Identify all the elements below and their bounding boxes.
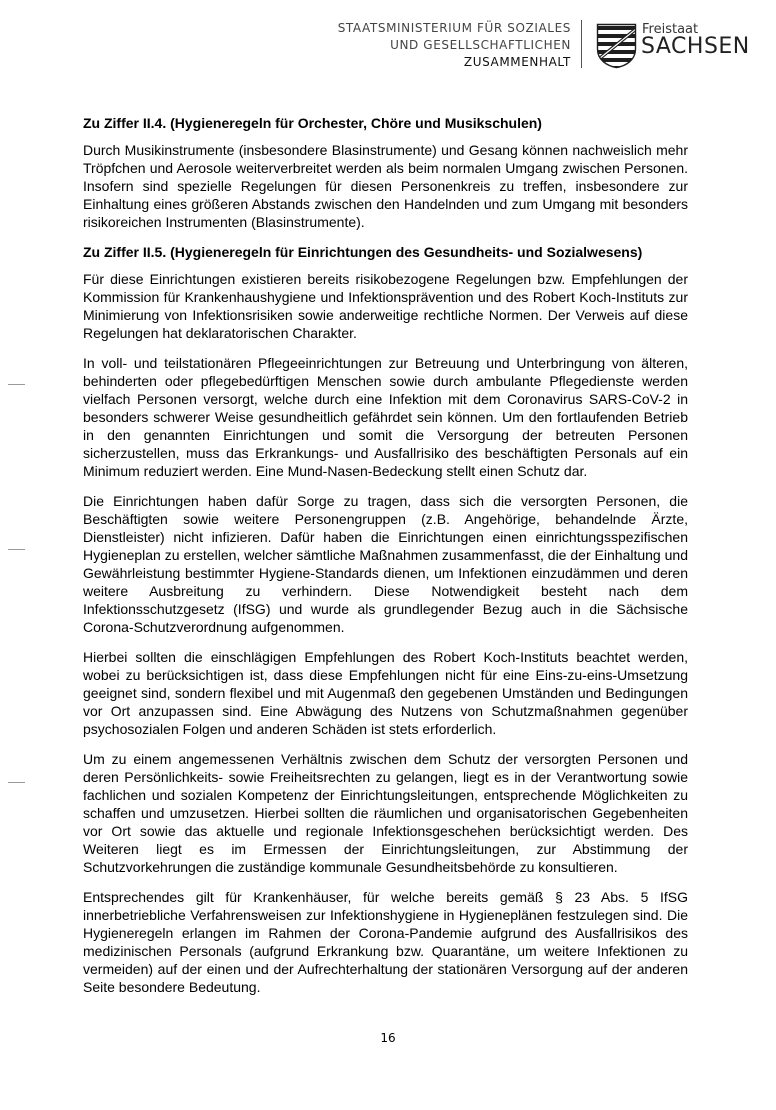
- document-body: [83, 114, 688, 1008]
- paragraph: Durch Musikinstrumente (insbesondere Blasinstrumente) und Gesang können nachweislich mehr Tröpfchen und Aerosole weiterverbreitet werden als beim normalen Umgang zwischen Personen. Insofern sind spezielle Regelungen für diesen Personenkreis zu treffen, insbesondere zur Einhaltung eines größeren Abstands zwischen den Handelnden und zum Umgang mit besonders risikoreichen Instrumenten (Blasinstrumente).: [83, 142, 688, 230]
- paragraph: In voll- und teilstationären Pflegeeinrichtungen zur Betreuung und Unterbringung von älteren, behinderten oder pflegebedürftigen Menschen sowie durch ambulante Pflegedienste werden vielfach Personen versorgt, welche durch eine Infektion mit dem Coronavirus SARS-CoV-2 in besonders schwerer Weise gesundheitlich gefährdet sein können. Um den fortlaufenden Betrieb in den genannten Einrichtungen und somit die Versorgung der betreuten Personen sicherzustellen, muss das Erkrankungs- und Ausfallrisiko des beschäftigten Personals auf ein Minimum reduziert werden. Eine Mund-Nasen-Bedeckung stellt einen Schutz dar.: [83, 355, 688, 479]
- margin-mark: [8, 549, 25, 550]
- ministry-name: [338, 20, 571, 71]
- ministry-line-3: ZUSAMMENHALT: [463, 55, 571, 69]
- page-number: 16: [380, 1031, 396, 1045]
- state-label-small: Freistaat: [642, 22, 699, 37]
- paragraph: Um zu einem angemessenen Verhältnis zwischen dem Schutz der versorgten Personen und deren Persönlichkeits- sowie Freiheitsrechten zu gelangen, liegt es in der Verantwortung sowie fachlichen und sozialen Kompetenz der Einrichtungsleitungen, entsprechende Möglichkeiten zu schaffen und umzusetzen. Hierbei sollten die räumlichen und organisatorischen Gegebenheiten vor Ort sowie das aktuelle und regionale Infektionsgeschehen berücksichtigt werden. Des Weiteren liegt es im Ermessen der Einrichtungsleitungen, zur Abstimmung der Schutzvorkehrungen die zuständige kommunale Gesundheitsbehörde zu konsultieren.: [83, 751, 688, 875]
- page-header: [0, 0, 776, 80]
- coat-of-arms-icon: [596, 23, 637, 69]
- section-heading: Zu Ziffer II.5. (Hygieneregeln für Einrichtungen des Gesundheits- und Sozialwesens): [83, 244, 643, 260]
- paragraph: Für diese Einrichtungen existieren bereits risikobezogene Regelungen bzw. Empfehlungen der Kommission für Krankenhaushygiene und Infektionsprävention und des Robert Koch-Instituts zur Minimierung von Infektionsrisiken sowie anderweitige rechtliche Normen. Der Verweis auf diese Regelungen hat deklaratorischen Charakter.: [83, 271, 688, 341]
- state-label-large: SACHSEN: [641, 34, 750, 59]
- ministry-line-1: STAATSMINISTERIUM FÜR SOZIALES: [337, 21, 571, 35]
- margin-mark: [8, 384, 25, 385]
- margin-mark: [8, 782, 25, 783]
- paragraph: Entsprechendes gilt für Krankenhäuser, für welche bereits gemäß § 23 Abs. 5 IfSG innerbetriebliche Verfahrensweisen zur Infektionshygiene in Hygieneplänen festzulegen sind. Die Hygieneregeln erlangen im Rahmen der Corona-Pandemie aufgrund des Ausfallrisikos des medizinischen Personals (aufgrund Erkrankung bzw. Quarantäne, um weitere Infektionen zu vermeiden) auf der einen und der Aufrechterhaltung der stationären Versorgung auf der anderen Seite besondere Bedeutung.: [83, 889, 688, 995]
- section-heading: Zu Ziffer II.4. (Hygieneregeln für Orchester, Chöre und Musikschulen): [83, 115, 542, 131]
- section-health-social-hygiene: [83, 243, 688, 996]
- ministry-line-2: UND GESELLSCHAFTLICHEN: [390, 38, 571, 52]
- section-music-hygiene: [83, 114, 688, 231]
- paragraph: Die Einrichtungen haben dafür Sorge zu tragen, dass sich die versorgten Personen, die Beschäftigten sowie weitere Personengruppen (z.B. Angehörige, behandelnde Ärzte, Dienstleister) nicht infizieren. Dafür haben die Einrichtungen einen einrichtungsspezifischen Hygieneplan zu erstellen, welcher sämtliche Maßnahmen zusammenfasst, die der Einhaltung und Gewährleistung bestimmter Hygiene-Standards dienen, um Infektionen einzudämmen und deren weitere Ausbreitung zu verhindern. Diese Notwendigkeit besteht nach dem Infektionsschutzgesetz (IfSG) und wurde als grundlegender Bezug auch in die Sächsische Corona-Schutzverordnung aufgenommen.: [83, 493, 688, 635]
- paragraph: Hierbei sollten die einschlägigen Empfehlungen des Robert Koch-Instituts beachtet werden, wobei zu berücksichtigen ist, dass diese Empfehlungen nicht für eine Eins-zu-eins-Umsetzung geeignet sind, sondern flexibel und mit Augenmaß den gegebenen Umständen und Bedingungen vor Ort anzupassen sind. Eine Abwägung des Nutzens von Schutzmaßnahmen gegenüber psychosozialen Folgen und anderen Schäden ist stets erforderlich.: [83, 649, 688, 737]
- header-divider: [581, 20, 582, 68]
